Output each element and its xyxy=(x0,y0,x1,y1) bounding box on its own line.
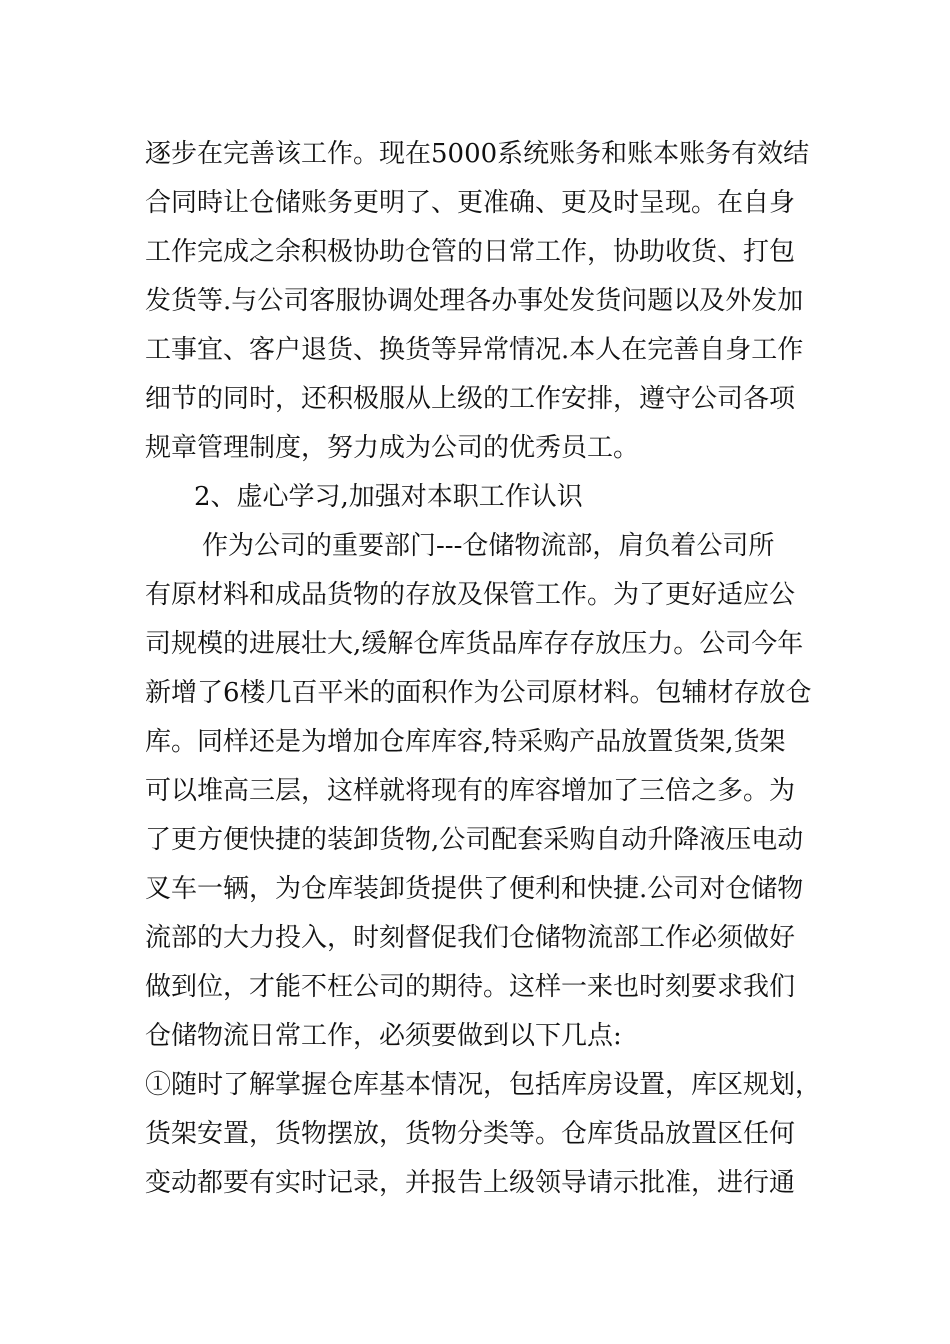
text-line: 逐步在完善该工作。现在5000系统账务和账本账务有效结 xyxy=(145,139,810,169)
text-line: 可以堆高三层，这样就将现有的库容增加了三倍之多。为 xyxy=(145,776,796,806)
list-item: ①随时了解掌握仓库基本情况，包括库房设置，库区规划， xyxy=(145,1070,822,1100)
text-line: 工作完成之余积极协助仓管的日常工作，协助收货、打包 xyxy=(145,237,796,267)
text-line: 流部的大力投入，时刻督促我们仓储物流部工作必须做好 xyxy=(145,923,796,953)
text-line: 细节的同时，还积极服从上级的工作安排，遵守公司各项 xyxy=(145,384,796,414)
text-line: 作为公司的重要部门---仓储物流部，肩负着公司所 xyxy=(202,531,775,561)
text-line: 变动都要有实时记录，并报告上级领导请示批准，进行通 xyxy=(145,1168,796,1198)
section-heading: 2、虚心学习,加强对本职工作认识 xyxy=(194,482,583,512)
text-line: 有原材料和成品货物的存放及保管工作。为了更好适应公 xyxy=(145,580,796,610)
text-line: 发货等.与公司客服协调处理各办事处发货问题以及外发加 xyxy=(145,286,804,316)
text-line: 库。同样还是为增加仓库库容,特采购产品放置货架,货架 xyxy=(145,727,786,757)
text-line: 合同時让仓储账务更明了、更准确、更及时呈现。在自身 xyxy=(145,188,796,218)
text-line: 工事宜、客户退货、换货等异常情况.本人在完善自身工作 xyxy=(145,335,804,365)
text-line: 货架安置，货物摆放，货物分类等。仓库货品放置区任何 xyxy=(145,1119,796,1149)
text-line: 规章管理制度，努力成为公司的优秀员工。 xyxy=(145,433,640,463)
text-line: 做到位，才能不枉公司的期待。这样一来也时刻要求我们 xyxy=(145,972,796,1002)
text-line: 了更方便快捷的装卸货物,公司配套采购自动升降液压电动 xyxy=(145,825,804,855)
text-line: 仓储物流日常工作，必须要做到以下几点: xyxy=(145,1021,622,1051)
document-body xyxy=(145,130,822,1208)
text-line: 叉车一辆，为仓库装卸货提供了便利和快捷.公司对仓储物 xyxy=(145,874,804,904)
text-line: 司规模的进展壮大,缓解仓库货品库存存放压力。公司今年 xyxy=(145,629,804,659)
text-line: 新增了6楼几百平米的面积作为公司原材料。包辅材存放仓 xyxy=(145,678,812,708)
